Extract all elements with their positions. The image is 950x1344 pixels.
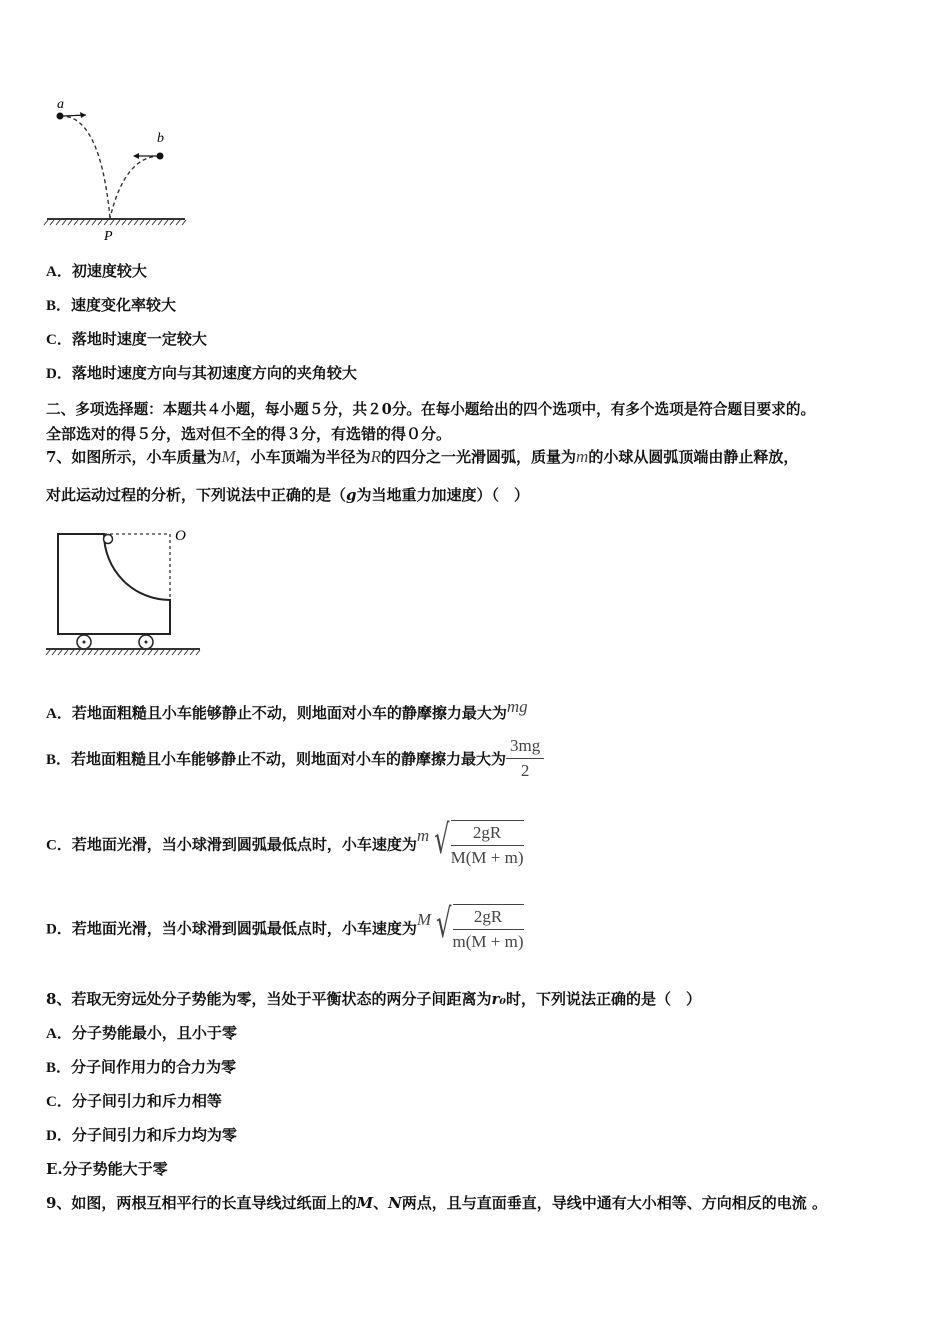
point-M: M <box>356 1194 374 1212</box>
fraction-3mg-over-2: $\frac{3mg}{2}$ <box>506 736 544 781</box>
q7-stem-line2: 对此运动过程的分析，下列说法中正确的是（g为当地重力加速度）（ ） <box>46 486 530 504</box>
q7-option-c[interactable]: C．若地面光滑，当小球滑到圆弧最低点时，小车速度为m √ $\frac{2gR}{M(M + m)}$ <box>46 817 524 867</box>
q7-option-b[interactable]: B．若地面粗糙且小车能够静止不动，则地面对小车的静摩擦力最大为 $\frac{3mg}{2}$ <box>46 736 544 781</box>
option-letter: D． <box>46 366 72 382</box>
q6-option-b[interactable] <box>46 294 176 315</box>
radius-R: R <box>370 447 382 466</box>
option-text: 落地时速度一定较大 <box>71 330 207 348</box>
section2-line2: 全部选对的得５分，选对但不全的得３分，有选错的得０分。 <box>46 425 452 443</box>
gravity-g: g <box>346 486 357 504</box>
option-text: 初速度较大 <box>71 262 147 280</box>
label-b: b <box>157 131 164 146</box>
point-N: N <box>388 1194 402 1212</box>
q8-option-e[interactable]: E.分子势能大于零 <box>46 1160 168 1178</box>
sqrt-expression: √ $\frac{2gR}{M(M + m)}$ <box>434 817 524 867</box>
projectile-figure <box>40 94 200 244</box>
radical-icon: √ <box>436 901 452 947</box>
q6-option-a[interactable] <box>46 260 147 281</box>
q8-option-a[interactable]: A．分子势能最小，且小于零 <box>46 1024 237 1042</box>
mass-m: m <box>576 447 589 466</box>
section2-line1: 二、多项选择题：本题共４小题，每小题５分，共２0分。在每小题给出的四个选项中，有多个选项是符合题目要求的。 <box>46 401 816 418</box>
q8-option-b[interactable]: B．分子间作用力的合力为零 <box>46 1058 237 1076</box>
mass-M: M <box>221 447 236 466</box>
option-text: 落地时速度方向与其初速度方向的夹角较大 <box>71 364 357 382</box>
q7-option-d[interactable]: D．若地面光滑，当小球滑到圆弧最低点时，小车速度为M √ $\frac{2gR}{m(M + m)}$ <box>46 901 524 951</box>
option-text: 速度变化率较大 <box>71 296 177 314</box>
sqrt-expression: √ $\frac{2gR}{m(M + m)}$ <box>436 901 524 951</box>
option-letter: C． <box>46 332 72 348</box>
option-letter: A． <box>46 264 72 280</box>
option-letter: B． <box>46 298 72 314</box>
q8-stem: 8、若取无穷远处分子势能为零，当处于平衡状态的两分子间距离为r₀时，下列说法正确的是（ ） <box>46 990 701 1008</box>
q6-option-c[interactable] <box>46 328 207 349</box>
radical-icon: √ <box>434 817 450 863</box>
q8-option-c[interactable]: C．分子间引力和斥力相等 <box>46 1092 222 1110</box>
coef-M: M <box>416 910 432 929</box>
q6-option-d[interactable] <box>46 362 357 383</box>
q8-option-d[interactable]: D．分子间引力和斥力均为零 <box>46 1126 237 1144</box>
label-p: P <box>104 229 113 244</box>
cart-figure <box>44 522 204 662</box>
label-a: a <box>57 97 64 112</box>
q7-stem-line1: 7、如图所示，小车质量为M，小车顶端为半径为R的四分之一光滑圆弧，质量为m的小球从圆弧顶端由静止释放， <box>46 447 799 466</box>
coef-m: m <box>416 826 430 845</box>
label-o: O <box>175 528 186 544</box>
r0-symbol: r₀ <box>491 990 506 1008</box>
q7-option-a[interactable]: A．若地面粗糙且小车能够静止不动，则地面对小车的静摩擦力最大为mg <box>46 697 528 722</box>
q9-stem: 9、如图，两根互相平行的长直导线过纸面上的M、N两点，且与直面垂直，导线中通有大小相等、方向相反的电流 。 <box>46 1194 828 1212</box>
answer-mg: mg <box>506 697 528 716</box>
